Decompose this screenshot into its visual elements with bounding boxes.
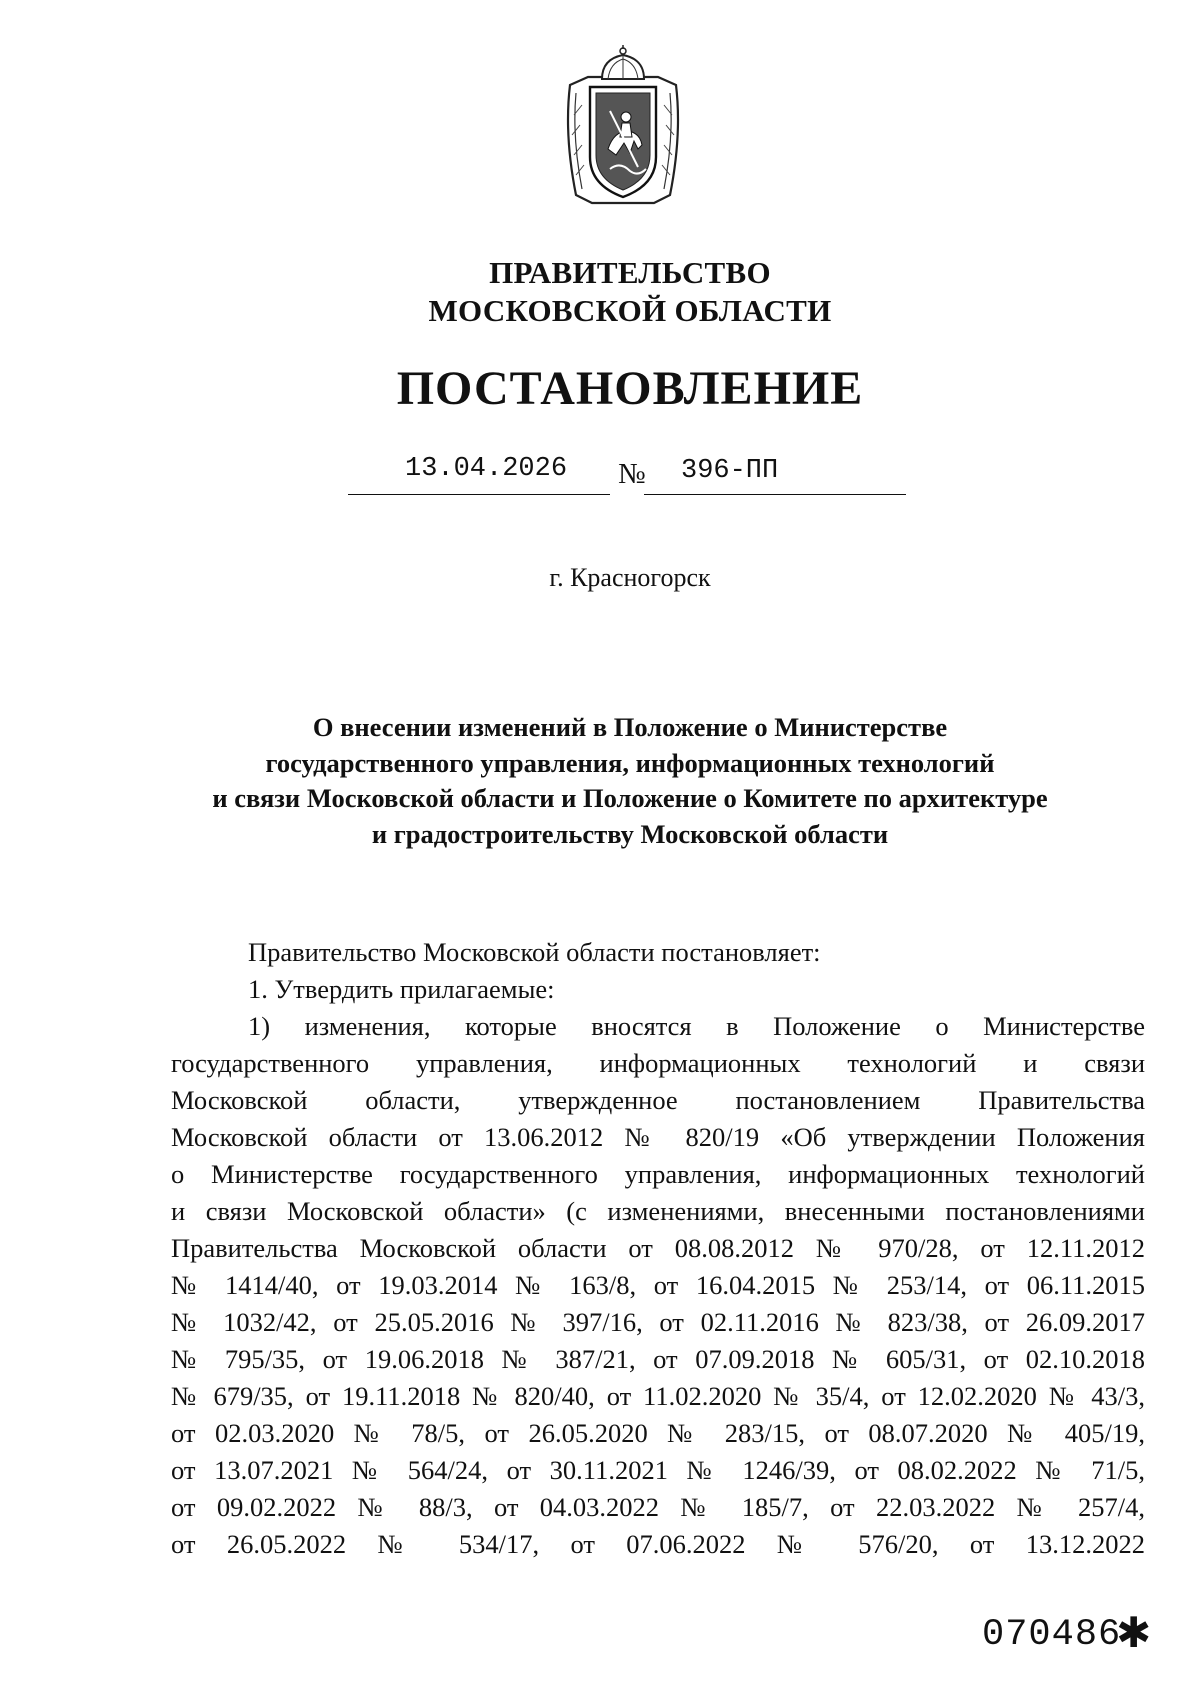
body-line: Московской области, утвержденное постановлением Правительства [171, 1085, 1145, 1115]
body-line: о Министерстве государственного управления, информационных технологий [171, 1159, 1145, 1189]
decree-title-line: и градостроительству Московской области [371, 819, 889, 849]
decree-title-line: О внесении изменений в Положение о Министерстве [312, 712, 948, 742]
body-line: и связи Московской области» (с изменениями, внесенными постановлениями [171, 1196, 1145, 1226]
government-title-line1: ПРАВИТЕЛЬСТВО [489, 255, 771, 290]
body-line: государственного управления, информационных технологий и связи [171, 1048, 1145, 1078]
decree-number: 396-ПП [681, 456, 779, 486]
body-line: № 1414/40, от 19.03.2014 № 163/8, от 16.04.2015 № 253/14, от 06.11.2015 [171, 1270, 1145, 1300]
decree-title-line: и связи Московской области и Положение о Комитете по архитектуре [212, 783, 1048, 813]
government-title-line2: МОСКОВСКОЙ ОБЛАСТИ [428, 293, 832, 328]
decree-title-line: государственного управления, информационных технологий [265, 748, 995, 778]
body-line: от 09.02.2022 № 88/3, от 04.03.2022 № 185/7, от 22.03.2022 № 257/4, [171, 1492, 1145, 1522]
body-item-1: 1. Утвердить прилагаемые: [248, 974, 555, 1004]
body-intro: Правительство Московской области постановляет: [248, 937, 821, 967]
document-serial-code: 070486 [982, 1614, 1122, 1656]
coat-of-arms-emblem [562, 45, 684, 207]
number-underline [644, 494, 906, 495]
document-type-heading: ПОСТАНОВЛЕНИЕ [396, 362, 864, 415]
issue-city: г. Красногорск [549, 563, 711, 592]
body-line: от 13.07.2021 № 564/24, от 30.11.2021 № 1246/39, от 08.02.2022 № 71/5, [171, 1455, 1145, 1485]
number-sign: № [618, 458, 646, 490]
body-line: от 26.05.2022 № 534/17, от 07.06.2022 № 576/20, от 13.12.2022 [171, 1529, 1145, 1559]
body-line: Правительства Московской области от 08.08.2012 № 970/28, от 12.11.2012 [171, 1233, 1145, 1263]
decree-date: 13.04.2026 [405, 454, 568, 484]
body-line: 1) изменения, которые вносятся в Положение о Министерстве [248, 1011, 1145, 1041]
body-line: Московской области от 13.06.2012 № 820/19 «Об утверждении Положения [171, 1122, 1145, 1152]
body-line: № 679/35, от 19.11.2018 № 820/40, от 11.02.2020 № 35/4, от 12.02.2020 № 43/3, [171, 1381, 1145, 1411]
serial-star-mark: ✱ [1116, 1608, 1152, 1657]
date-underline [348, 494, 610, 495]
body-line: от 02.03.2020 № 78/5, от 26.05.2020 № 283/15, от 08.07.2020 № 405/19, [171, 1418, 1145, 1448]
body-line: № 1032/42, от 25.05.2016 № 397/16, от 02.11.2016 № 823/38, от 26.09.2017 [171, 1307, 1145, 1337]
body-line: № 795/35, от 19.06.2018 № 387/21, от 07.09.2018 № 605/31, от 02.10.2018 [171, 1344, 1145, 1374]
